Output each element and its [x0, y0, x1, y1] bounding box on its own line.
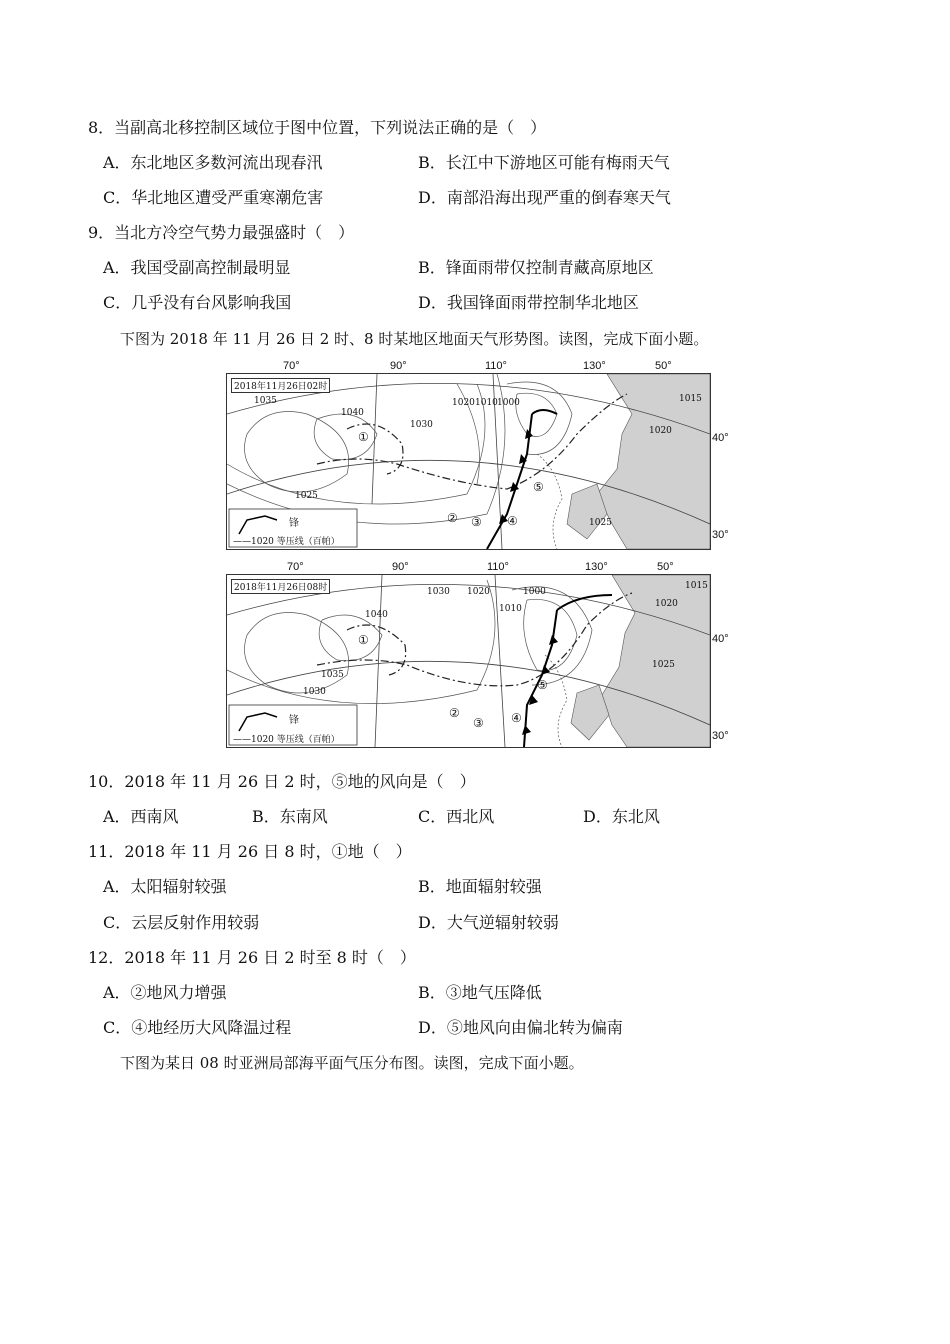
map1-isobar-1020b: 1020 — [649, 426, 672, 436]
map2-lon-90: 90° — [392, 561, 409, 573]
map1-isobar-1020: 1020 — [452, 398, 475, 408]
q11-option-d[interactable]: D．大气逆辐射较弱 — [418, 913, 559, 932]
map2-isobar-1010: 1010 — [499, 604, 522, 614]
map1-isobar-1000: 1000 — [497, 398, 520, 408]
q8-option-b[interactable]: B．长江中下游地区可能有梅雨天气 — [418, 153, 670, 172]
map2-lon-50: 50° — [657, 561, 674, 573]
q9-option-d[interactable]: D．我国锋面雨带控制华北地区 — [418, 293, 639, 312]
question-9-stem: 9．当北方冷空气势力最强盛时（ ） — [88, 223, 355, 242]
question-8-stem: 8．当副高北移控制区域位于图中位置，下列说法正确的是（ ） — [88, 118, 547, 137]
intro-weather-maps: 下图为 2018 年 11 月 26 日 2 时、8 时某地区地面天气形势图。读图，完成下面小题。 — [120, 330, 709, 348]
map1-isobar-1010: 1010 — [475, 398, 498, 408]
map1-lon-50: 50° — [655, 360, 672, 372]
map1-lat-30: 30° — [712, 529, 729, 541]
q8-option-d[interactable]: D．南部沿海出现严重的倒春寒天气 — [418, 188, 671, 207]
map1-point-3: ③ — [471, 515, 482, 529]
q9-option-c[interactable]: C．几乎没有台风影响我国 — [103, 293, 292, 312]
map1-lon-130: 130° — [583, 360, 606, 372]
map1-isobar-1040: 1040 — [341, 408, 364, 418]
intro-pressure-map: 下图为某日 08 时亚洲局部海平面气压分布图。读图，完成下面小题。 — [120, 1054, 584, 1072]
question-10-stem: 10．2018 年 11 月 26 日 2 时，⑤地的风向是（ ） — [88, 772, 476, 791]
map2-isobar-1020: 1020 — [467, 587, 490, 597]
question-12-stem: 12．2018 年 11 月 26 日 2 时至 8 时（ ） — [88, 948, 416, 967]
map2-isobar-1020b: 1020 — [655, 599, 678, 609]
map2-lon-110: 110° — [487, 561, 509, 573]
map2-legend-front: 锋 — [289, 715, 299, 726]
map2-isobar-1030: 1030 — [427, 587, 450, 597]
q10-option-d[interactable]: D．东北风 — [583, 807, 660, 826]
weather-map-0200 — [226, 373, 711, 550]
map2-time-label: 2018年11月26日08时 — [231, 579, 330, 594]
map2-isobar-1030b: 1030 — [303, 687, 326, 697]
q12-option-b[interactable]: B．③地气压降低 — [418, 983, 542, 1002]
map1-time-label: 2018年11月26日02时 — [231, 378, 330, 393]
q12-option-c[interactable]: C．④地经历大风降温过程 — [103, 1018, 292, 1037]
q9-option-a[interactable]: A．我国受副高控制最明显 — [103, 258, 291, 277]
map1-isobar-1035: 1035 — [254, 396, 277, 406]
map1-legend-front: 锋 — [289, 518, 299, 529]
map2-isobar-1040: 1040 — [365, 610, 388, 620]
map2-lat-40: 40° — [712, 633, 729, 645]
map1-isobar-1025: 1025 — [295, 491, 318, 501]
map1-lon-110: 110° — [485, 360, 507, 372]
q10-option-b[interactable]: B．东南风 — [252, 807, 328, 826]
q11-option-a[interactable]: A．太阳辐射较强 — [103, 877, 227, 896]
map1-isobar-1025b: 1025 — [589, 518, 612, 528]
map2-isobar-1035: 1035 — [321, 670, 344, 680]
map1-legend-isobar: ——1020 等压线（百帕） — [233, 537, 340, 547]
map1-point-1: ① — [358, 430, 369, 444]
map2-isobar-1025: 1025 — [652, 660, 675, 670]
q8-option-c[interactable]: C．华北地区遭受严重寒潮危害 — [103, 188, 324, 207]
map1-point-5: ⑤ — [533, 480, 544, 494]
map1-point-2: ② — [447, 511, 458, 525]
q10-option-c[interactable]: C．西北风 — [418, 807, 495, 826]
q11-option-c[interactable]: C．云层反射作用较弱 — [103, 913, 260, 932]
map1-lat-40: 40° — [712, 432, 729, 444]
map1-lon-90: 90° — [390, 360, 407, 372]
map2-legend-isobar: ——1020 等压线（百帕） — [233, 735, 340, 745]
weather-map-0800 — [226, 574, 711, 748]
map2-point-4: ④ — [511, 711, 522, 725]
q9-option-b[interactable]: B．锋面雨带仅控制青藏高原地区 — [418, 258, 654, 277]
question-11-stem: 11．2018 年 11 月 26 日 8 时，①地（ ） — [88, 842, 412, 861]
map2-point-3: ③ — [473, 716, 484, 730]
map1-isobar-1030: 1030 — [410, 420, 433, 430]
map1-lon-70: 70° — [283, 360, 300, 372]
map2-lon-130: 130° — [585, 561, 608, 573]
q12-option-d[interactable]: D．⑤地风向由偏北转为偏南 — [418, 1018, 623, 1037]
q10-option-a[interactable]: A．西南风 — [103, 807, 179, 826]
map2-point-1: ① — [358, 633, 369, 647]
q11-option-b[interactable]: B．地面辐射较强 — [418, 877, 542, 896]
map1-isobar-1015: 1015 — [679, 394, 702, 404]
map2-isobar-1015: 1015 — [685, 581, 708, 591]
q8-option-a[interactable]: A．东北地区多数河流出现春汛 — [103, 153, 323, 172]
map2-isobar-1000: 1000 — [523, 587, 546, 597]
map2-point-2: ② — [449, 706, 460, 720]
map2-lat-30: 30° — [712, 730, 729, 742]
q12-option-a[interactable]: A．②地风力增强 — [103, 983, 227, 1002]
map1-point-4: ④ — [507, 514, 518, 528]
map2-point-5: ⑤ — [537, 678, 548, 692]
map2-lon-70: 70° — [287, 561, 304, 573]
